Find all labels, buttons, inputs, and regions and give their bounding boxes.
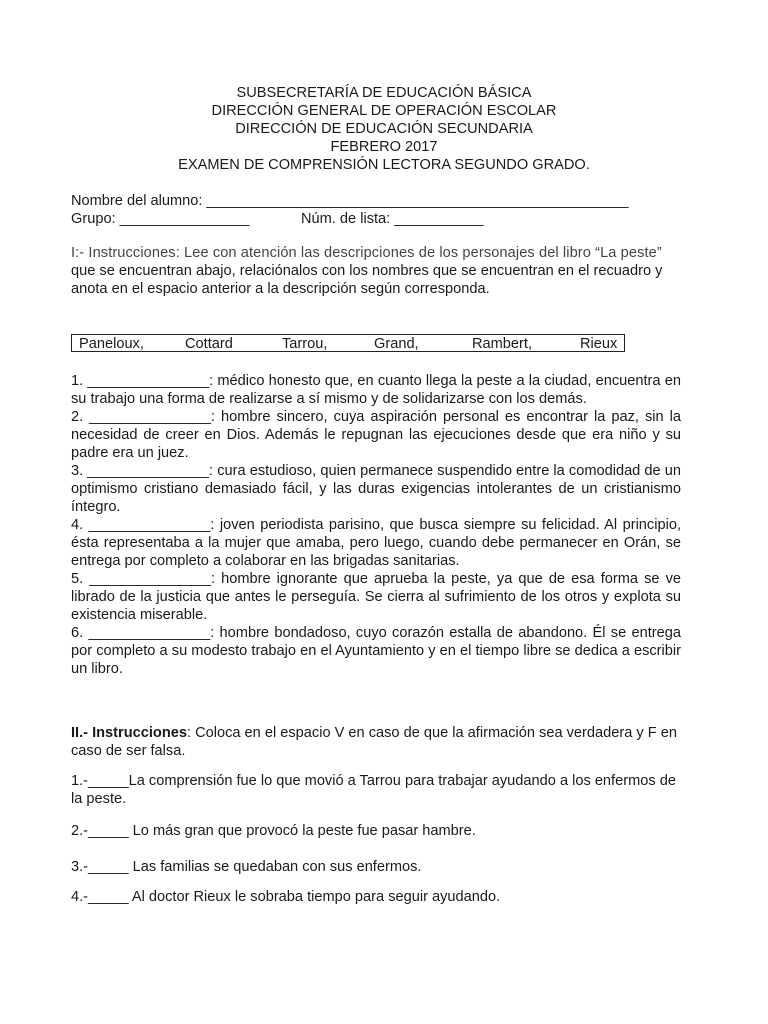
section-1-instructions	[71, 244, 681, 298]
section-2-title: II.- Instrucciones	[71, 725, 187, 741]
matching-item-6[interactable]: 6. _______________: hombre bondadoso, cuyo corazón estalla de abandono. Él se entrega por completo a su modesto trabajo en el Ayuntamiento y en el tiempo libre se dedica a escribir un libro.	[71, 625, 681, 677]
true-false-question-2[interactable]: 2.-_____ Lo más gran que provocó la peste fue pasar hambre.	[71, 823, 476, 839]
matching-item-2[interactable]: 2. _______________: hombre sincero, cuya aspiración personal es encontrar la paz, sin la necesidad de creer en Dios. Además le repugnan las ejecuciones desde que era niño y su padre era un juez.	[71, 409, 681, 461]
true-false-question-1[interactable]: 1.-_____La comprensión fue lo que movió a Tarrou para trabajar ayudando a los enfermos de la peste.	[71, 773, 676, 807]
header-line-2: DIRECCIÓN GENERAL DE OPERACIÓN ESCOLAR	[211, 103, 557, 119]
group-field[interactable]: Grupo: ________________	[71, 211, 250, 227]
name-rieux: Rieux	[580, 336, 618, 352]
header-line-4: FEBRERO 2017	[330, 139, 438, 155]
section-1-rest: que se encuentran abajo, relaciónalos con los nombres que se encuentran en el recuadro y anota en el espacio anterior a la descripción según corresponda.	[71, 263, 663, 297]
matching-item-4[interactable]: 4. _______________: joven periodista parisino, que busca siempre su felicidad. Al principio, ésta representaba a la mujer que amaba, pero luego, cuando debe permanecer en Orán, se entrega por completo a colaborar en las brigadas sanitarias.	[71, 517, 681, 569]
matching-item-5[interactable]: 5. _______________: hombre ignorante que aprueba la peste, ya que de esa forma se ve librado de la justicia que antes le perseguía. Se cierra al sufrimiento de los otros y explota su existencia miserable.	[71, 571, 681, 623]
header-line-1: SUBSECRETARÍA DE EDUCACIÓN BÁSICA	[236, 85, 532, 101]
matching-item-3[interactable]: 3. _______________: cura estudioso, quien permanece suspendido entre la comodidad de un optimismo cristiano demasiado fácil, y las duras exigencias intolerantes de un cristianismo íntegro.	[71, 463, 681, 515]
true-false-question-3[interactable]: 3.-_____ Las familias se quedaban con sus enfermos.	[71, 859, 422, 875]
list-number-field[interactable]: Núm. de lista: ___________	[301, 211, 484, 227]
name-cottard: Cottard	[185, 336, 233, 352]
matching-items	[71, 372, 681, 678]
true-false-question-4[interactable]: 4.-_____ Al doctor Rieux le sobraba tiempo para seguir ayudando.	[71, 889, 501, 905]
character-names-box	[71, 334, 625, 352]
document-header	[0, 84, 768, 174]
header-line-5: EXAMEN DE COMPRENSIÓN LECTORA SEGUNDO GRADO.	[178, 157, 590, 173]
header-line-3: DIRECCIÓN DE EDUCACIÓN SECUNDARIA	[235, 121, 533, 137]
name-paneloux: Paneloux,	[79, 336, 144, 352]
name-grand: Grand,	[374, 336, 419, 352]
name-tarrou: Tarrou,	[282, 336, 328, 352]
section-1-lead: I:- Instrucciones: Lee con atención las descripciones de los personajes del libro “La peste”	[71, 245, 662, 261]
matching-item-1[interactable]: 1. _______________: médico honesto que, en cuanto llega la peste a la ciudad, encuentra en su trabajo una forma de realizarse a sí mismo y de solidarizarse con los demás.	[71, 373, 681, 407]
student-name-field[interactable]: Nombre del alumno: ____________________________________________________	[71, 193, 629, 209]
section-2-instructions	[71, 724, 681, 760]
name-rambert: Rambert,	[472, 336, 533, 352]
section-2-text: : Coloca en el espacio V en caso de que la afirmación sea verdadera y F en caso de ser falsa.	[71, 725, 677, 759]
